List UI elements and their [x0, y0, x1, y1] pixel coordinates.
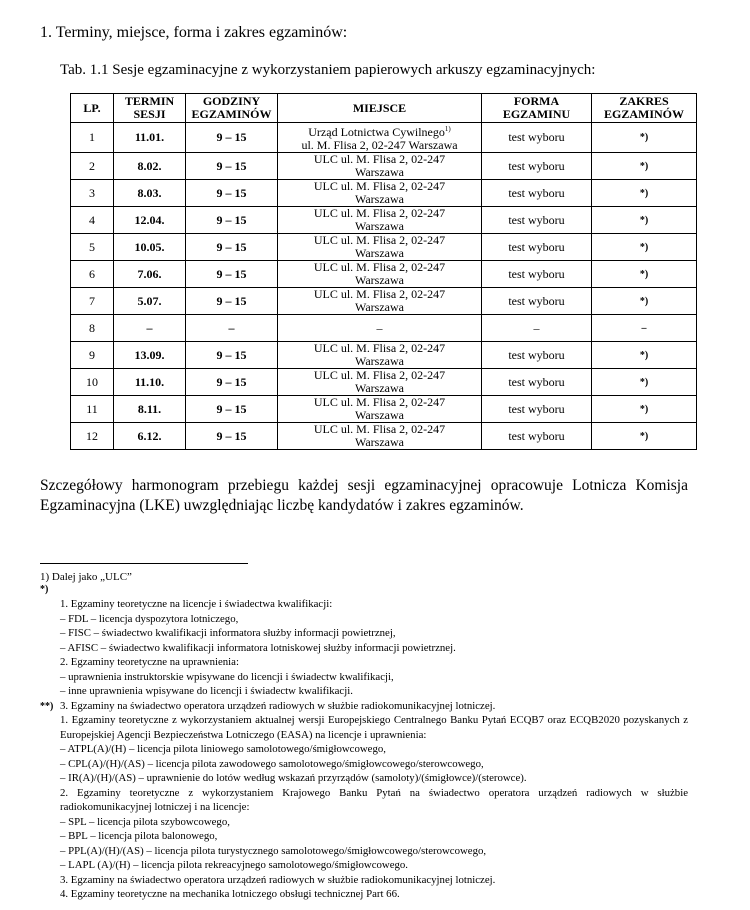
- cell-zakres: *): [592, 180, 697, 207]
- table-header-row: [71, 94, 697, 123]
- table-row: [71, 207, 697, 234]
- table-caption: Tab. 1.1 Sesje egzaminacyjne z wykorzystaniem papierowych arkuszy egzaminacyjnych:: [60, 62, 596, 78]
- cell-termin: 12.04.: [114, 207, 186, 234]
- cell-termin: 11.10.: [114, 369, 186, 396]
- footnote-line: – inne uprawnienia wpisywane do licencji i świadectw kwalifikacji.: [60, 685, 353, 697]
- header-godziny: GODZINY EGZAMINÓW: [186, 94, 278, 123]
- table-row: [71, 261, 697, 288]
- cell-lp: 5: [71, 234, 114, 261]
- footnote-line: 4. Egzaminy teoretyczne na mechanika lotniczego obsługi technicznej Part 66.: [60, 888, 400, 900]
- footnote-line: 1. Egzaminy teoretyczne na licencje i świadectwa kwalifikacji:: [60, 598, 333, 610]
- table-row: [71, 153, 697, 180]
- footnote-line: – ATPL(A)/(H) – licencja pilota liniowego samolotowego/śmigłowcowego,: [60, 743, 386, 755]
- cell-forma: test wyboru: [482, 153, 592, 180]
- footnote-line: – SPL – licencja pilota szybowcowego,: [60, 815, 230, 828]
- table-row: [71, 369, 697, 396]
- cell-lp: 4: [71, 207, 114, 234]
- table-row: [71, 288, 697, 315]
- cell-forma: –: [482, 315, 592, 342]
- cell-zakres: *): [592, 261, 697, 288]
- cell-forma: test wyboru: [482, 207, 592, 234]
- footnote-star-block: [60, 597, 688, 713]
- cell-miejsce: ULC ul. M. Flisa 2, 02-247 Warszawa: [278, 396, 482, 423]
- footnote-line: – FISC – świadectwo kwalifikacji informatora służby informacji powietrznej,: [60, 627, 396, 639]
- table-row: [71, 234, 697, 261]
- cell-miejsce: ULC ul. M. Flisa 2, 02-247 Warszawa: [278, 261, 482, 288]
- table-row: [71, 180, 697, 207]
- cell-miejsce: ULC ul. M. Flisa 2, 02-247 Warszawa: [278, 153, 482, 180]
- table-row: [71, 123, 697, 153]
- footnote-line: 3. Egzaminy na świadectwo operatora urządzeń radiowych w służbie radiokomunikacyjnej lotniczej.: [60, 873, 496, 886]
- cell-termin: 11.01.: [114, 123, 186, 153]
- cell-lp: 3: [71, 180, 114, 207]
- cell-lp: 10: [71, 369, 114, 396]
- cell-godziny: 9 – 15: [186, 369, 278, 396]
- cell-forma: test wyboru: [482, 288, 592, 315]
- cell-lp: 8: [71, 315, 114, 342]
- cell-zakres: *): [592, 234, 697, 261]
- cell-miejsce: ULC ul. M. Flisa 2, 02-247 Warszawa: [278, 288, 482, 315]
- cell-godziny: –: [186, 315, 278, 342]
- footnote-line: 2. Egzaminy teoretyczne na uprawnienia:: [60, 656, 239, 668]
- cell-godziny: 9 – 15: [186, 423, 278, 450]
- table-row: [71, 396, 697, 423]
- cell-lp: 9: [71, 342, 114, 369]
- cell-termin: 8.02.: [114, 153, 186, 180]
- cell-termin: 7.06.: [114, 261, 186, 288]
- cell-lp: 7: [71, 288, 114, 315]
- footnote-divider: [40, 563, 248, 564]
- cell-termin: –: [114, 315, 186, 342]
- cell-forma: test wyboru: [482, 261, 592, 288]
- cell-godziny: 9 – 15: [186, 207, 278, 234]
- header-zakres: ZAKRES EGZAMINÓW: [592, 94, 697, 123]
- cell-forma: test wyboru: [482, 342, 592, 369]
- cell-miejsce: Urząd Lotnictwa Cywilnego$^{1)}$ ul. M. Flisa 2, 02-247 Warszawa: [278, 123, 482, 153]
- header-miejsce: MIEJSCE: [278, 94, 482, 123]
- footnote-line: 1. Egzaminy teoretyczne z wykorzystaniem aktualnej wersji Europejskiego Centralnego Banku Pytań ECQB7 oraz ECQB2020 pozyskanych z Europejskiej Agencji Bezpieczeństwa Lotniczego (EASA) na licencje i uprawnienia:: [60, 714, 688, 741]
- footnote-ref: 1): [444, 125, 451, 133]
- cell-termin: 10.05.: [114, 234, 186, 261]
- cell-godziny: 9 – 15: [186, 396, 278, 423]
- footnote-ulc: 1) Dalej jako „ULC”: [40, 571, 132, 583]
- cell-forma: test wyboru: [482, 423, 592, 450]
- cell-lp: 11: [71, 396, 114, 423]
- cell-termin: 8.03.: [114, 180, 186, 207]
- cell-termin: 6.12.: [114, 423, 186, 450]
- schedule-paragraph: Szczegółowy harmonogram przebiegu każdej sesji egzaminacyjnej opracowuje Lotnicza Komisja Egzaminacyjna (LKE) uwzględniając liczbę kandydatów i zakres egzaminów.: [40, 477, 688, 514]
- header-forma: FORMA EGZAMINU: [482, 94, 592, 123]
- cell-lp: 1: [71, 123, 114, 153]
- cell-godziny: 9 – 15: [186, 234, 278, 261]
- cell-lp: 12: [71, 423, 114, 450]
- footnote-star-mark: *): [40, 584, 49, 595]
- cell-miejsce: ULC ul. M. Flisa 2, 02-247 Warszawa: [278, 423, 482, 450]
- cell-zakres: *): [592, 423, 697, 450]
- header-termin: TERMIN SESJI: [114, 94, 186, 123]
- cell-zakres: *): [592, 123, 697, 153]
- cell-miejsce: ULC ul. M. Flisa 2, 02-247 Warszawa: [278, 342, 482, 369]
- cell-forma: test wyboru: [482, 123, 592, 153]
- section-heading: 1. Terminy, miejsce, forma i zakres egzaminów:: [40, 24, 348, 41]
- cell-termin: 5.07.: [114, 288, 186, 315]
- footnote-line: – uprawnienia instruktorskie wpisywane do licencji i świadectw kwalifikacji,: [60, 670, 394, 683]
- footnote-line: – FDL – licencja dyspozytora lotniczego,: [60, 612, 239, 625]
- footnote-line: – LAPL (A)/(H) – licencja pilota rekreacyjnego samolotowego/śmigłowcowego.: [60, 859, 408, 871]
- cell-termin: 13.09.: [114, 342, 186, 369]
- footnote-line: – CPL(A)/(H)/(AS) – licencja pilota zawodowego samolotowego/śmigłowcowego/sterowcowego,: [60, 757, 484, 770]
- cell-godziny: 9 – 15: [186, 180, 278, 207]
- footnote-double-star-mark: **): [40, 701, 54, 712]
- footnote-line: – IR(A)/(H)/(AS) – uprawnienie do lotów według wskazań przyrządów (samoloty)/(śmigłowce)/(sterowce).: [60, 772, 527, 784]
- cell-zakres: *): [592, 396, 697, 423]
- cell-forma: test wyboru: [482, 396, 592, 423]
- cell-godziny: 9 – 15: [186, 288, 278, 315]
- table-row: [71, 315, 697, 342]
- cell-forma: test wyboru: [482, 369, 592, 396]
- cell-miejsce: ULC ul. M. Flisa 2, 02-247 Warszawa: [278, 369, 482, 396]
- footnote-line: 3. Egzaminy na świadectwo operatora urządzeń radiowych w służbie radiokomunikacyjnej lotniczej.: [60, 699, 496, 712]
- cell-lp: 2: [71, 153, 114, 180]
- footnote-line: 2. Egzaminy teoretyczne z wykorzystaniem Krajowego Banku Pytań na świadectwo operatora urządzeń radiowych w służbie radiokomunikacyjnej lotniczej i na licencje:: [60, 786, 688, 813]
- cell-miejsce: ULC ul. M. Flisa 2, 02-247 Warszawa: [278, 207, 482, 234]
- cell-miejsce: ULC ul. M. Flisa 2, 02-247 Warszawa: [278, 180, 482, 207]
- cell-godziny: 9 – 15: [186, 153, 278, 180]
- footnote-line: – PPL(A)/(H)/(AS) – licencja pilota turystycznego samolotowego/śmigłowcowego/sterowcowego,: [60, 844, 487, 857]
- cell-godziny: 9 – 15: [186, 342, 278, 369]
- cell-forma: test wyboru: [482, 180, 592, 207]
- cell-forma: test wyboru: [482, 234, 592, 261]
- cell-miejsce: –: [278, 315, 482, 342]
- footnote-double-star-block: [60, 713, 688, 902]
- cell-godziny: 9 – 15: [186, 261, 278, 288]
- table-row: [71, 342, 697, 369]
- cell-zakres: *): [592, 288, 697, 315]
- cell-zakres: –: [592, 315, 697, 342]
- cell-godziny: 9 – 15: [186, 123, 278, 153]
- footnote-line: – BPL – licencja pilota balonowego,: [60, 830, 218, 842]
- cell-termin: 8.11.: [114, 396, 186, 423]
- cell-miejsce: ULC ul. M. Flisa 2, 02-247 Warszawa: [278, 234, 482, 261]
- table-row: [71, 423, 697, 450]
- exam-sessions-table: [70, 93, 697, 450]
- table-body: [71, 123, 697, 450]
- header-lp: LP.: [71, 94, 114, 123]
- cell-zakres: *): [592, 207, 697, 234]
- cell-lp: 6: [71, 261, 114, 288]
- cell-zakres: *): [592, 153, 697, 180]
- footnote-line: – AFISC – świadectwo kwalifikacji informatora lotniskowej służby informacji powietrznej.: [60, 641, 456, 654]
- cell-zakres: *): [592, 342, 697, 369]
- cell-zakres: *): [592, 369, 697, 396]
